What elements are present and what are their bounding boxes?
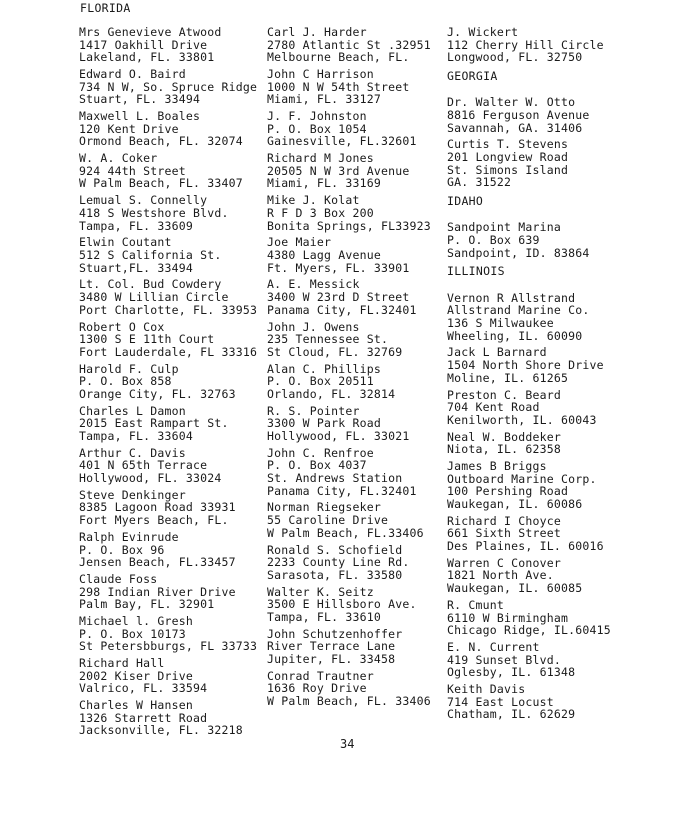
address-entry <box>267 363 455 401</box>
entry-address-line: 2002 Kiser Drive <box>79 668 193 683</box>
address-entry <box>447 346 647 384</box>
entry-name: Sandpoint Marina <box>447 220 561 235</box>
entry-address-line: 1300 S E 11th Court <box>79 332 215 347</box>
address-entry <box>79 531 271 569</box>
entry-address-line: 1504 North Shore Drive <box>447 358 604 373</box>
address-entry <box>79 194 271 232</box>
address-entry <box>267 501 455 539</box>
entry-address-line: P. O. Box 858 <box>79 374 172 389</box>
state-heading: ILLINOIS <box>447 264 505 279</box>
entry-address-line: 401 N 65th Terrace <box>79 458 208 473</box>
address-entry <box>79 657 271 695</box>
address-entry <box>267 321 455 359</box>
address-entry <box>267 405 455 443</box>
address-entry <box>447 460 647 510</box>
entry-address-line: 3500 E Hillsboro Ave. <box>267 597 417 612</box>
entry-name: Charles L Damon <box>79 403 186 418</box>
entry-address-line: Sandpoint, ID. 83864 <box>447 245 590 260</box>
entry-address-line: 512 S California St. <box>79 247 222 262</box>
state-heading: IDAHO <box>447 193 484 208</box>
entry-address-line: Chatham, IL. 62629 <box>447 707 576 722</box>
entry-address-line: Miami, FL. 33169 <box>267 176 381 191</box>
entry-address-line: 419 Sunset Blvd. <box>447 652 561 667</box>
entry-name: John C. Renfroe <box>267 445 374 460</box>
entry-address-line: Orange City, FL. 32763 <box>79 386 236 401</box>
entry-name: Keith Davis <box>447 682 526 697</box>
entry-address-line: St. Andrews Station <box>267 470 403 485</box>
entry-address-line: 2233 County Line Rd. <box>267 555 410 570</box>
entry-address-line: P. O. Box 639 <box>447 233 540 248</box>
address-entry <box>79 405 271 443</box>
entry-address-line: Jacksonville, FL. 32218 <box>79 723 243 738</box>
address-entry <box>447 599 647 637</box>
entry-address-line: P. O. Box 20511 <box>267 374 374 389</box>
address-entry <box>447 431 647 456</box>
entry-address-line: Waukegan, IL. 60086 <box>447 496 583 511</box>
entry-name: John C Harrison <box>267 67 374 82</box>
entry-name: Preston C. Beard <box>447 387 561 402</box>
entry-address-line: 201 Longview Road <box>447 150 569 165</box>
address-entry <box>447 292 647 342</box>
entry-name: Ralph Evinrude <box>79 529 179 544</box>
entry-address-line: R F D 3 Box 200 <box>267 205 374 220</box>
address-entry <box>267 194 455 232</box>
entry-address-line: Panama City, FL.32401 <box>267 483 417 498</box>
entry-address-line: Stuart,FL. 33494 <box>79 260 193 275</box>
entry-address-line: Kenilworth, IL. 60043 <box>447 412 597 427</box>
address-entry <box>79 699 271 737</box>
entry-address-line: Wheeling, IL. 60090 <box>447 328 583 343</box>
entry-address-line: P. O. Box 96 <box>79 542 165 557</box>
entry-address-line: 4380 Lagg Avenue <box>267 247 381 262</box>
address-entry <box>447 221 647 259</box>
entry-address-line: P. O. Box 4037 <box>267 458 367 473</box>
entry-address-line: Hollywood, FL. 33021 <box>267 428 410 443</box>
entry-address-line: 2780 Atlantic St .32951 <box>267 37 431 52</box>
address-column-3 <box>447 26 647 725</box>
entry-name: James B Briggs <box>447 459 547 474</box>
entry-name: Conrad Trautner <box>267 668 374 683</box>
address-entry <box>79 278 271 316</box>
entry-address-line: River Terrace Lane <box>267 639 396 654</box>
address-entry <box>79 447 271 485</box>
entry-address-line: Tampa, FL. 33609 <box>79 218 193 233</box>
entry-address-line: 3300 W Park Road <box>267 416 381 431</box>
address-entry <box>267 68 455 106</box>
entry-name: W. A. Coker <box>79 151 158 166</box>
address-entry <box>447 557 647 595</box>
entry-address-line: Jupiter, FL. 33458 <box>267 651 396 666</box>
address-entry <box>267 26 455 64</box>
entry-address-line: Fort Lauderdale, FL 33316 <box>79 344 258 359</box>
entry-name: Norman Riegseker <box>267 500 381 515</box>
address-entry <box>79 573 271 611</box>
entry-address-line: Tampa, FL. 33604 <box>79 428 193 443</box>
address-entry <box>267 110 455 148</box>
entry-address-line: Des Plaines, IL. 60016 <box>447 538 604 553</box>
entry-name: R. Cmunt <box>447 597 504 612</box>
entry-address-line: Tampa, FL. 33610 <box>267 609 381 624</box>
entry-address-line: Waukegan, IL. 60085 <box>447 581 583 596</box>
entry-name: Dr. Walter W. Otto <box>447 95 576 110</box>
address-entry <box>79 489 271 527</box>
entry-address-line: Niota, IL. 62358 <box>447 442 561 457</box>
address-entry <box>267 544 455 582</box>
entry-name: Jack L Barnard <box>447 345 547 360</box>
entry-name: Edward O. Baird <box>79 67 186 82</box>
address-entry <box>267 236 455 274</box>
entry-address-line: 661 Sixth Street <box>447 526 561 541</box>
entry-address-line: 714 East Locust <box>447 694 554 709</box>
entry-address-line: W Palm Beach, FL. 33407 <box>79 176 243 191</box>
entry-address-line: St Cloud, FL. 32769 <box>267 344 403 359</box>
entry-address-line: 418 S Westshore Blvd. <box>79 205 229 220</box>
entry-name: John J. Owens <box>267 319 360 334</box>
entry-address-line: 1326 Starrett Road <box>79 710 208 725</box>
entry-address-line: 55 Caroline Drive <box>267 513 389 528</box>
address-entry <box>447 641 647 679</box>
address-entry <box>79 26 271 64</box>
entry-address-line: GA. 31522 <box>447 175 512 190</box>
address-entry <box>79 363 271 401</box>
address-entry <box>79 152 271 190</box>
address-entry <box>447 389 647 427</box>
entry-name: R. S. Pointer <box>267 403 360 418</box>
address-entry <box>447 683 647 721</box>
state-heading: GEORGIA <box>447 68 498 83</box>
entry-address-line: 136 S Milwaukee <box>447 315 554 330</box>
entry-address-line: Valrico, FL. 33594 <box>79 681 208 696</box>
entry-name: Harold F. Culp <box>79 361 179 376</box>
entry-address-line: Chicago Ridge, IL.60415 <box>447 623 611 638</box>
entry-name: Michael l. Gresh <box>79 614 193 629</box>
entry-address-line: Melbourne Beach, FL. <box>267 50 410 65</box>
address-entry <box>79 615 271 653</box>
entry-address-line: Port Charlotte, FL. 33953 <box>79 302 258 317</box>
entry-name: Elwin Coutant <box>79 235 172 250</box>
address-entry <box>447 515 647 553</box>
entry-address-line: 235 Tennessee St. <box>267 332 389 347</box>
entry-name: Lemual S. Connelly <box>79 193 208 208</box>
entry-address-line: Lakeland, FL. 33801 <box>79 50 215 65</box>
address-entry <box>267 628 455 666</box>
address-entry <box>267 152 455 190</box>
entry-address-line: 1821 North Ave. <box>447 568 554 583</box>
page-number: 34 <box>340 737 355 751</box>
entry-address-line: 120 Kent Drive <box>79 121 179 136</box>
entry-address-line: 298 Indian River Drive <box>79 584 236 599</box>
entry-address-line: St Petersbburgs, FL 33733 <box>79 639 258 654</box>
address-entry <box>267 278 455 316</box>
entry-address-line: Allstrand Marine Co. <box>447 303 590 318</box>
entry-name: Ronald S. Schofield <box>267 542 403 557</box>
address-entry <box>79 236 271 274</box>
entry-address-line: Orlando, FL. 32814 <box>267 386 396 401</box>
entry-name: Mike J. Kolat <box>267 193 360 208</box>
entry-name: Neal W. Boddeker <box>447 429 561 444</box>
address-entry <box>79 110 271 148</box>
address-entry <box>447 96 647 134</box>
address-entry <box>267 670 455 708</box>
entry-name: J. F. Johnston <box>267 109 367 124</box>
entry-address-line: Miami, FL. 33127 <box>267 92 381 107</box>
entry-address-line: P. O. Box 1054 <box>267 121 367 136</box>
entry-name: John Schutzenhoffer <box>267 626 403 641</box>
entry-name: Maxwell L. Boales <box>79 109 201 124</box>
entry-name: Robert O Cox <box>79 319 165 334</box>
entry-address-line: Longwood, FL. 32750 <box>447 50 583 65</box>
state-header: FLORIDA <box>80 1 131 15</box>
entry-name: Walter K. Seitz <box>267 584 374 599</box>
entry-address-line: Palm Bay, FL. 32901 <box>79 597 215 612</box>
entry-address-line: Hollywood, FL. 33024 <box>79 470 222 485</box>
entry-name: Richard I Choyce <box>447 513 561 528</box>
entry-address-line: 3400 W 23rd D Street <box>267 290 410 305</box>
entry-address-line: Panama City, FL.32401 <box>267 302 417 317</box>
entry-address-line: 112 Cherry Hill Circle <box>447 37 604 52</box>
entry-address-line: W Palm Beach, FL.33406 <box>267 525 424 540</box>
address-entry <box>79 68 271 106</box>
entry-name: A. E. Messick <box>267 277 360 292</box>
entry-name: Mrs Genevieve Atwood <box>79 25 222 39</box>
entry-address-line: Moline, IL. 61265 <box>447 370 569 385</box>
entry-name: Arthur C. Davis <box>79 445 186 460</box>
entry-address-line: 1417 Oakhill Drive <box>79 37 208 52</box>
entry-name: Carl J. Harder <box>267 25 367 39</box>
entry-address-line: 1636 Roy Drive <box>267 681 367 696</box>
entry-address-line: St. Simons Island <box>447 162 569 177</box>
address-entry <box>267 586 455 624</box>
entry-address-line: 6110 W Birmingham <box>447 610 569 625</box>
entry-address-line: Fort Myers Beach, FL. <box>79 513 229 528</box>
entry-name: Vernon R Allstrand <box>447 290 576 305</box>
entry-address-line: P. O. Box 10173 <box>79 626 186 641</box>
entry-name: Richard M Jones <box>267 151 374 166</box>
entry-address-line: Savannah, GA. 31406 <box>447 120 583 135</box>
entry-address-line: 1000 N W 54th Street <box>267 79 410 94</box>
entry-name: Warren C Conover <box>447 555 561 570</box>
entry-name: Alan C. Phillips <box>267 361 381 376</box>
entry-address-line: Ft. Myers, FL. 33901 <box>267 260 410 275</box>
entry-address-line: 3480 W Lillian Circle <box>79 290 229 305</box>
entry-name: Richard Hall <box>79 656 165 671</box>
entry-name: Curtis T. Stevens <box>447 137 569 152</box>
address-entry <box>267 447 455 497</box>
entry-address-line: Gainesville, FL.32601 <box>267 134 417 149</box>
entry-address-line: 20505 N W 3rd Avenue <box>267 163 410 178</box>
entry-address-line: Bonita Springs, FL33923 <box>267 218 431 233</box>
entry-address-line: 8385 Lagoon Road 33931 <box>79 500 236 515</box>
entry-name: Steve Denkinger <box>79 487 186 502</box>
address-column-1 <box>79 26 271 741</box>
entry-address-line: Sarasota, FL. 33580 <box>267 567 403 582</box>
entry-address-line: 924 44th Street <box>79 163 186 178</box>
entry-address-line: Ormond Beach, FL. 32074 <box>79 134 243 149</box>
entry-name: Lt. Col. Bud Cowdery <box>79 277 222 292</box>
entry-address-line: 100 Pershing Road <box>447 484 569 499</box>
address-entry <box>447 138 647 188</box>
entry-address-line: Oglesby, IL. 61348 <box>447 665 576 680</box>
entry-address-line: 704 Kent Road <box>447 400 540 415</box>
entry-address-line: 734 N W, So. Spruce Ridge <box>79 79 258 94</box>
entry-address-line: Jensen Beach, FL.33457 <box>79 555 236 570</box>
address-entry <box>447 26 647 64</box>
address-column-2 <box>267 26 455 712</box>
entry-name: E. N. Current <box>447 640 540 655</box>
entry-address-line: 2015 East Rampart St. <box>79 416 229 431</box>
entry-name: Claude Foss <box>79 572 158 587</box>
entry-name: Joe Maier <box>267 235 332 250</box>
entry-name: Charles W Hansen <box>79 698 193 713</box>
entry-address-line: 8816 Ferguson Avenue <box>447 107 590 122</box>
entry-name: J. Wickert <box>447 25 519 39</box>
entry-address-line: Stuart, FL. 33494 <box>79 92 201 107</box>
entry-address-line: W Palm Beach, FL. 33406 <box>267 693 431 708</box>
entry-address-line: Outboard Marine Corp. <box>447 471 597 486</box>
address-entry <box>79 321 271 359</box>
